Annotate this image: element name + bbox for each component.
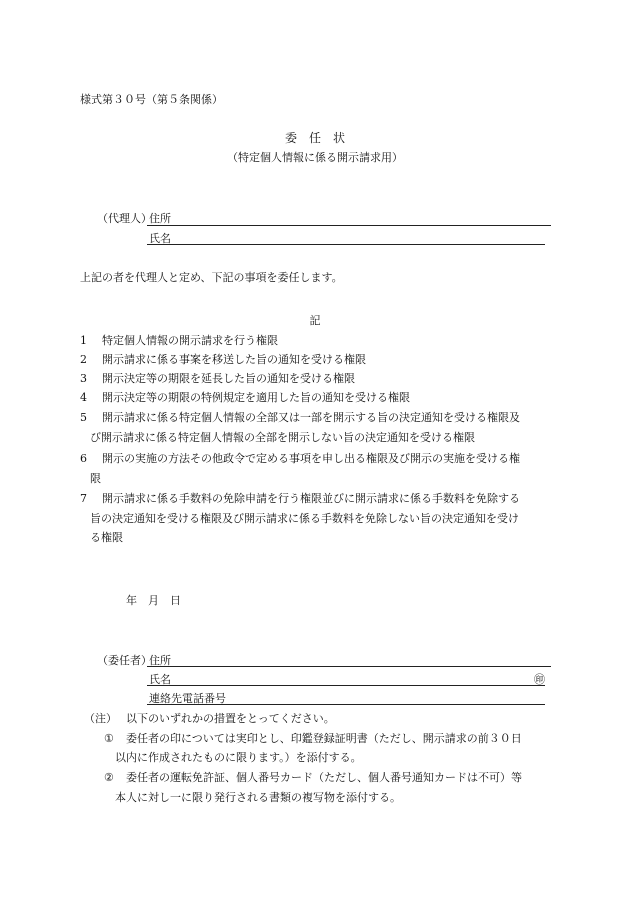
item-number: 7 — [80, 492, 87, 505]
item-number: 4 — [80, 391, 87, 404]
agent-name-label: 氏名 — [149, 232, 171, 245]
agent-address-label: 住所 — [149, 212, 171, 225]
agent-name-line[interactable] — [147, 244, 545, 245]
date-line[interactable]: 年 月 日 — [126, 594, 181, 607]
delegator-phone-label: 連絡先電話番号 — [149, 692, 226, 705]
item-text: 旨の決定通知を受ける権限及び開示請求に係る手数料を免除しない旨の決定通知を受け — [90, 512, 519, 525]
note-item-mark: ② — [104, 771, 114, 784]
item-text: 開示請求に係る事案を移送した旨の通知を受ける権限 — [102, 353, 366, 366]
ki-heading: 記 — [309, 314, 321, 327]
item-text: び開示請求に係る特定個人情報の全部を開示しない旨の決定通知を受ける権限 — [90, 431, 475, 444]
document-title: 委 任 状 — [284, 131, 345, 145]
item-number: 3 — [80, 372, 87, 385]
item-text: 開示請求に係る特定個人情報の全部又は一部を開示する旨の決定通知を受ける権限及 — [102, 411, 520, 424]
item-text: 開示決定等の期限の特例規定を適用した旨の通知を受ける権限 — [102, 391, 410, 404]
item-text: 特定個人情報の開示請求を行う権限 — [102, 334, 278, 347]
note-item-mark: ① — [104, 732, 114, 745]
delegator-name-label: 氏名 — [149, 673, 171, 686]
delegator-phone-line[interactable] — [147, 704, 545, 705]
note-item-text: 委任者の印については実印とし、印鑑登録証明書（ただし、開示請求の前３０日 — [126, 732, 522, 745]
delegation-statement: 上記の者を代理人と定め、下記の事項を委任します。 — [80, 271, 343, 284]
note-item-text: 本人に対し一に限り発行される書類の複写物を添付する。 — [115, 791, 401, 804]
item-number: 1 — [80, 334, 87, 347]
agent-role-label: （代理人） — [97, 212, 152, 225]
delegator-role-label: （委任者） — [97, 654, 152, 667]
delegator-address-label: 住所 — [149, 654, 171, 667]
delegator-address-line[interactable] — [147, 666, 551, 667]
note-label: （注） — [84, 712, 117, 725]
item-number: 5 — [80, 411, 87, 424]
note-intro: 以下のいずれかの措置をとってください。 — [126, 712, 335, 725]
form-number-label: 様式第３０号（第５条関係） — [80, 93, 223, 106]
note-item-text: 委任者の運転免許証、個人番号カード（ただし、個人番号通知カードは不可）等 — [126, 771, 522, 784]
item-text: る権限 — [90, 531, 123, 544]
item-text: 開示請求に係る手数料の免除申請を行う権限並びに開示請求に係る手数料を免除する — [102, 492, 520, 505]
delegator-name-line[interactable] — [147, 685, 545, 686]
item-number: 6 — [80, 452, 87, 465]
document-subtitle: （特定個人情報に係る開示請求用） — [227, 151, 403, 164]
item-text: 限 — [90, 472, 101, 485]
item-text: 開示決定等の期限を延長した旨の通知を受ける権限 — [102, 372, 355, 385]
note-item-text: 以内に作成されたものに限ります。）を添付する。 — [115, 751, 362, 764]
item-text: 開示の実施の方法その他政令で定める事項を申し出る権限及び開示の実施を受ける権 — [102, 452, 520, 465]
item-number: 2 — [80, 353, 87, 366]
seal-mark-icon: ㊞ — [534, 673, 545, 686]
agent-address-line[interactable] — [147, 225, 551, 226]
